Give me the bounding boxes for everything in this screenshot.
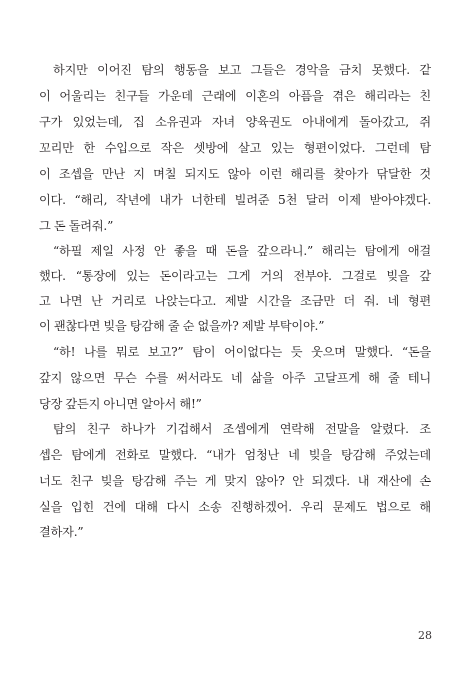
text-line: 그 돈 돌려줘.” bbox=[39, 219, 114, 233]
text-line: 탐의 친구 하나가 기겁해서 조셉에게 연락해 전말을 알렸다. 조 bbox=[53, 422, 431, 436]
text-line: 갚지 않으면 무슨 수를 써서라도 네 삶을 아주 고달프게 해 줄 테니 bbox=[39, 371, 431, 385]
text-line: 결하자.” bbox=[39, 525, 84, 539]
text-line: 이 조셉을 만난 지 며칠 되지도 않아 이런 해리를 찾아가 닦달한 것 bbox=[39, 167, 431, 181]
text-line: “하! 나를 뭐로 보고?” 탐이 어이없다는 듯 웃으며 말했다. “돈을 bbox=[53, 345, 431, 359]
text-line: 이 어울리는 친구들 가운데 근래에 이혼의 아픔을 겪은 해리라는 친 bbox=[39, 89, 431, 103]
text-line: 했다. “통장에 있는 돈이라고는 그게 거의 전부야. 그걸로 빚을 갚 bbox=[39, 269, 431, 283]
text-line: 이 괜찮다면 빚을 탕감해 줄 순 없을까? 제발 부탁이야.” bbox=[39, 319, 325, 333]
text-line: 이다. “해리, 작년에 내가 너한테 빌려준 5천 달러 이제 받아야겠다. bbox=[39, 193, 431, 207]
text-line: “하필 제일 사정 안 좋을 때 돈을 갚으라니.” 해리는 탐에게 애걸 bbox=[53, 244, 431, 258]
text-line: 당장 갚든지 아니면 알아서 해!” bbox=[39, 397, 202, 411]
text-line: 실을 입힌 건에 대해 다시 소송 진행하겠어. 우리 문제도 법으로 해 bbox=[39, 500, 431, 514]
text-line: 하지만 이어진 탐의 행동을 보고 그들은 경악을 금치 못했다. 같 bbox=[53, 63, 431, 77]
text-line: 꼬리만 한 수입으로 작은 셋방에 살고 있는 형편이었다. 그런데 탐 bbox=[39, 141, 431, 155]
text-line: 고 나면 난 거리로 나앉는다고. 제발 시간을 조금만 더 줘. 네 형편 bbox=[39, 294, 431, 308]
page-number: 28 bbox=[418, 629, 432, 642]
text-line: 너도 친구 빚을 탕감해 주는 게 맞지 않아? 안 되겠다. 내 재산에 손 bbox=[39, 474, 431, 488]
text-line: 구가 있었는데, 집 소유권과 자녀 양육권도 아내에게 돌아갔고, 쥐 bbox=[39, 115, 431, 129]
text-line: 셉은 탐에게 전화로 말했다. “내가 엄청난 네 빚을 탕감해 주었는데 bbox=[39, 448, 431, 462]
